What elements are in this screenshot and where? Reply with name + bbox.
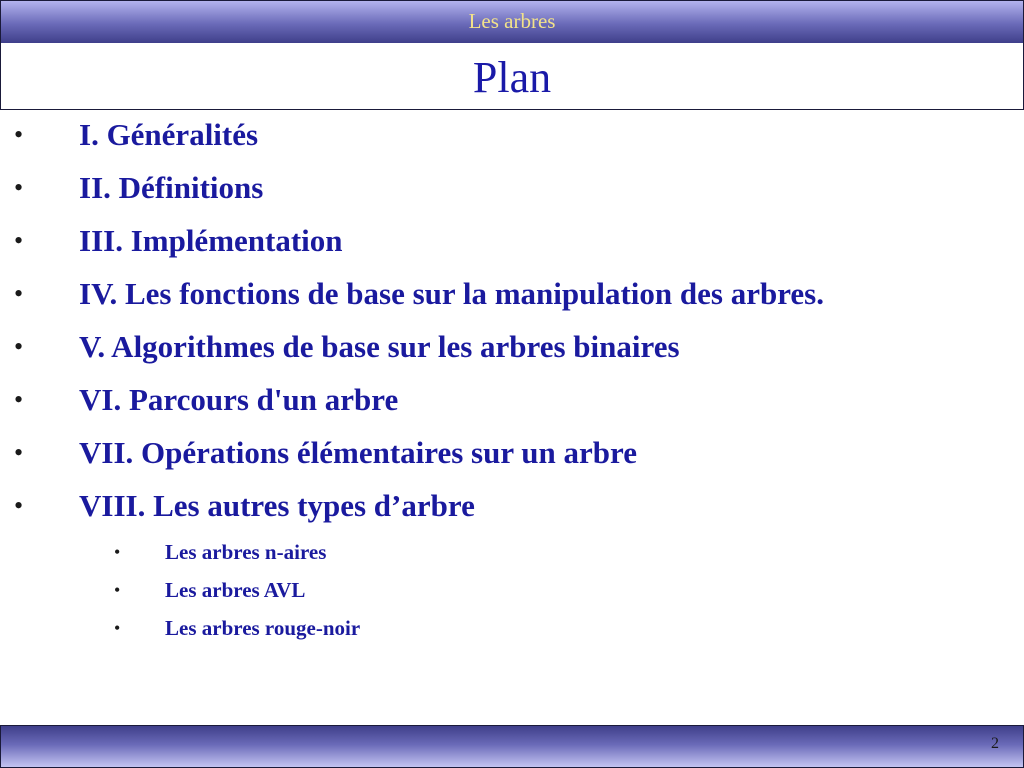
sub-list-item (0, 575, 1024, 605)
list-item-label: II. Définitions (79, 170, 264, 205)
bullet-icon: • (114, 542, 121, 562)
page-number: 2 (991, 735, 999, 752)
bullet-icon: • (14, 279, 24, 308)
slide-title: Plan (472, 53, 552, 102)
bullet-icon: • (14, 332, 24, 361)
bullet-icon: • (14, 226, 24, 255)
title-box (0, 43, 1024, 110)
bullet-icon: • (14, 491, 24, 520)
list-item (0, 484, 1024, 528)
list-item (0, 219, 1024, 263)
list-item-label: VIII. Les autres types d’arbre (79, 488, 475, 523)
bullet-icon: • (14, 120, 24, 149)
outline-list (0, 113, 1024, 651)
bullet-icon: • (114, 580, 121, 600)
list-item-label: VI. Parcours d'un arbre (79, 382, 399, 417)
header-band (0, 0, 1024, 44)
list-item (0, 272, 1024, 316)
bullet-icon: • (14, 438, 24, 467)
bullet-icon: • (14, 173, 24, 202)
bullet-icon: • (14, 385, 24, 414)
list-item-label: III. Implémentation (79, 223, 343, 258)
sub-list-item-label: Les arbres rouge-noir (165, 616, 361, 640)
list-item (0, 431, 1024, 475)
header-title: Les arbres (468, 9, 556, 33)
list-item (0, 378, 1024, 422)
bullet-icon: • (114, 618, 121, 638)
sub-list-item (0, 537, 1024, 567)
sub-list-item (0, 613, 1024, 643)
list-item-label: V. Algorithmes de base sur les arbres binaires (79, 329, 680, 364)
list-item (0, 325, 1024, 369)
list-item (0, 166, 1024, 210)
list-item (0, 113, 1024, 157)
sub-list-item-label: Les arbres AVL (165, 578, 306, 602)
list-item-label: VII. Opérations élémentaires sur un arbre (79, 435, 637, 470)
list-item-label: IV. Les fonctions de base sur la manipulation des arbres. (79, 276, 824, 311)
footer-band (0, 725, 1024, 768)
list-item-label: I. Généralités (79, 117, 259, 152)
sub-list-item-label: Les arbres n-aires (165, 540, 327, 564)
